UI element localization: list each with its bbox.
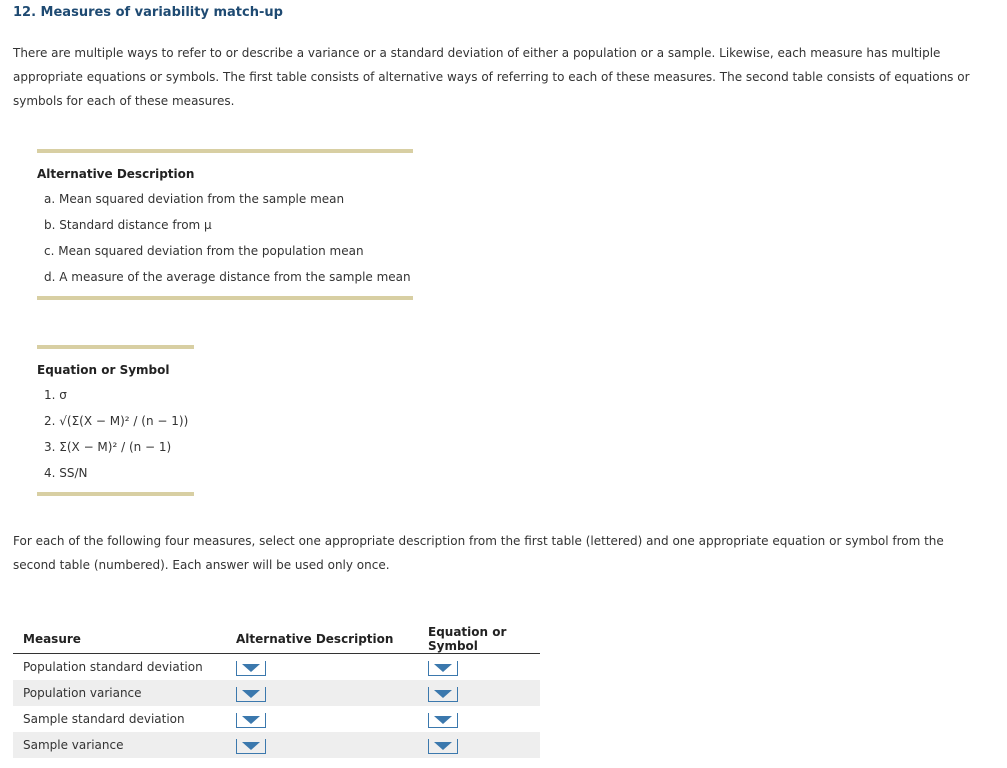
description-item-c: c. Mean squared deviation from the population mean: [44, 244, 364, 258]
description-item-d: d. A measure of the average distance from the sample mean: [44, 270, 411, 284]
column-header-description: Alternative Description: [223, 625, 412, 654]
measure-label: Sample standard deviation: [23, 712, 185, 726]
description-item-b: b. Standard distance from μ: [44, 218, 212, 232]
descriptions-header: Alternative Description: [37, 167, 195, 181]
description-dropdown[interactable]: [236, 710, 266, 728]
question-title: 12. Measures of variability match-up: [13, 5, 283, 20]
description-item-a: a. Mean squared deviation from the sample mean: [44, 192, 345, 206]
answer-table: [13, 625, 540, 758]
question-intro: There are multiple ways to refer to or describe a variance or a standard deviation of either a population or a sample. Likewise, each measure has multiple appropriate equations or symbols. The first table consists of alternative ways of referring to each of these measures. The second table consists of equations or symbols for each of these measures.: [13, 46, 970, 108]
equations-table: [37, 345, 194, 496]
table-top-rule: [37, 345, 194, 349]
equation-dropdown[interactable]: [428, 684, 458, 702]
equation-dropdown[interactable]: [428, 658, 458, 676]
triangle-down-icon: [434, 716, 452, 724]
description-dropdown[interactable]: [236, 684, 266, 702]
triangle-down-icon: [242, 716, 260, 724]
equation-item-1: 1. σ: [44, 388, 67, 402]
equation-item-3: 3. Σ(X − M)² / (n − 1): [44, 440, 172, 454]
equation-item-2: 2. √(Σ(X − M)² / (n − 1)): [44, 414, 189, 428]
description-dropdown[interactable]: [236, 658, 266, 676]
measure-label: Sample variance: [13, 732, 223, 758]
equation-dropdown[interactable]: [428, 736, 458, 754]
measure-label: Population variance: [13, 680, 223, 706]
answer-table-header: [13, 625, 540, 654]
table-top-rule: [37, 149, 413, 153]
descriptions-table: [37, 149, 413, 300]
measure-label: Population standard deviation: [23, 660, 203, 674]
table-bottom-rule: [37, 492, 194, 496]
table-row: [13, 680, 540, 706]
instructions: For each of the following four measures, select one appropriate description from the first table (lettered) and one appropriate equation or symbol from the second table (numbered). Each answer will be used only once.: [13, 534, 944, 572]
triangle-down-icon: [434, 690, 452, 698]
equation-item-4: 4. SS/N: [44, 466, 88, 480]
triangle-down-icon: [242, 742, 260, 750]
triangle-down-icon: [434, 664, 452, 672]
table-row: [13, 706, 540, 732]
table-row: [13, 654, 540, 681]
table-row: [13, 732, 540, 758]
equations-header: Equation or Symbol: [37, 363, 170, 377]
equation-dropdown[interactable]: [428, 710, 458, 728]
triangle-down-icon: [242, 664, 260, 672]
column-header-equation: Equation or Symbol: [412, 625, 540, 654]
table-bottom-rule: [37, 296, 413, 300]
triangle-down-icon: [434, 742, 452, 750]
description-dropdown[interactable]: [236, 736, 266, 754]
triangle-down-icon: [242, 690, 260, 698]
column-header-measure: Measure: [13, 625, 223, 654]
